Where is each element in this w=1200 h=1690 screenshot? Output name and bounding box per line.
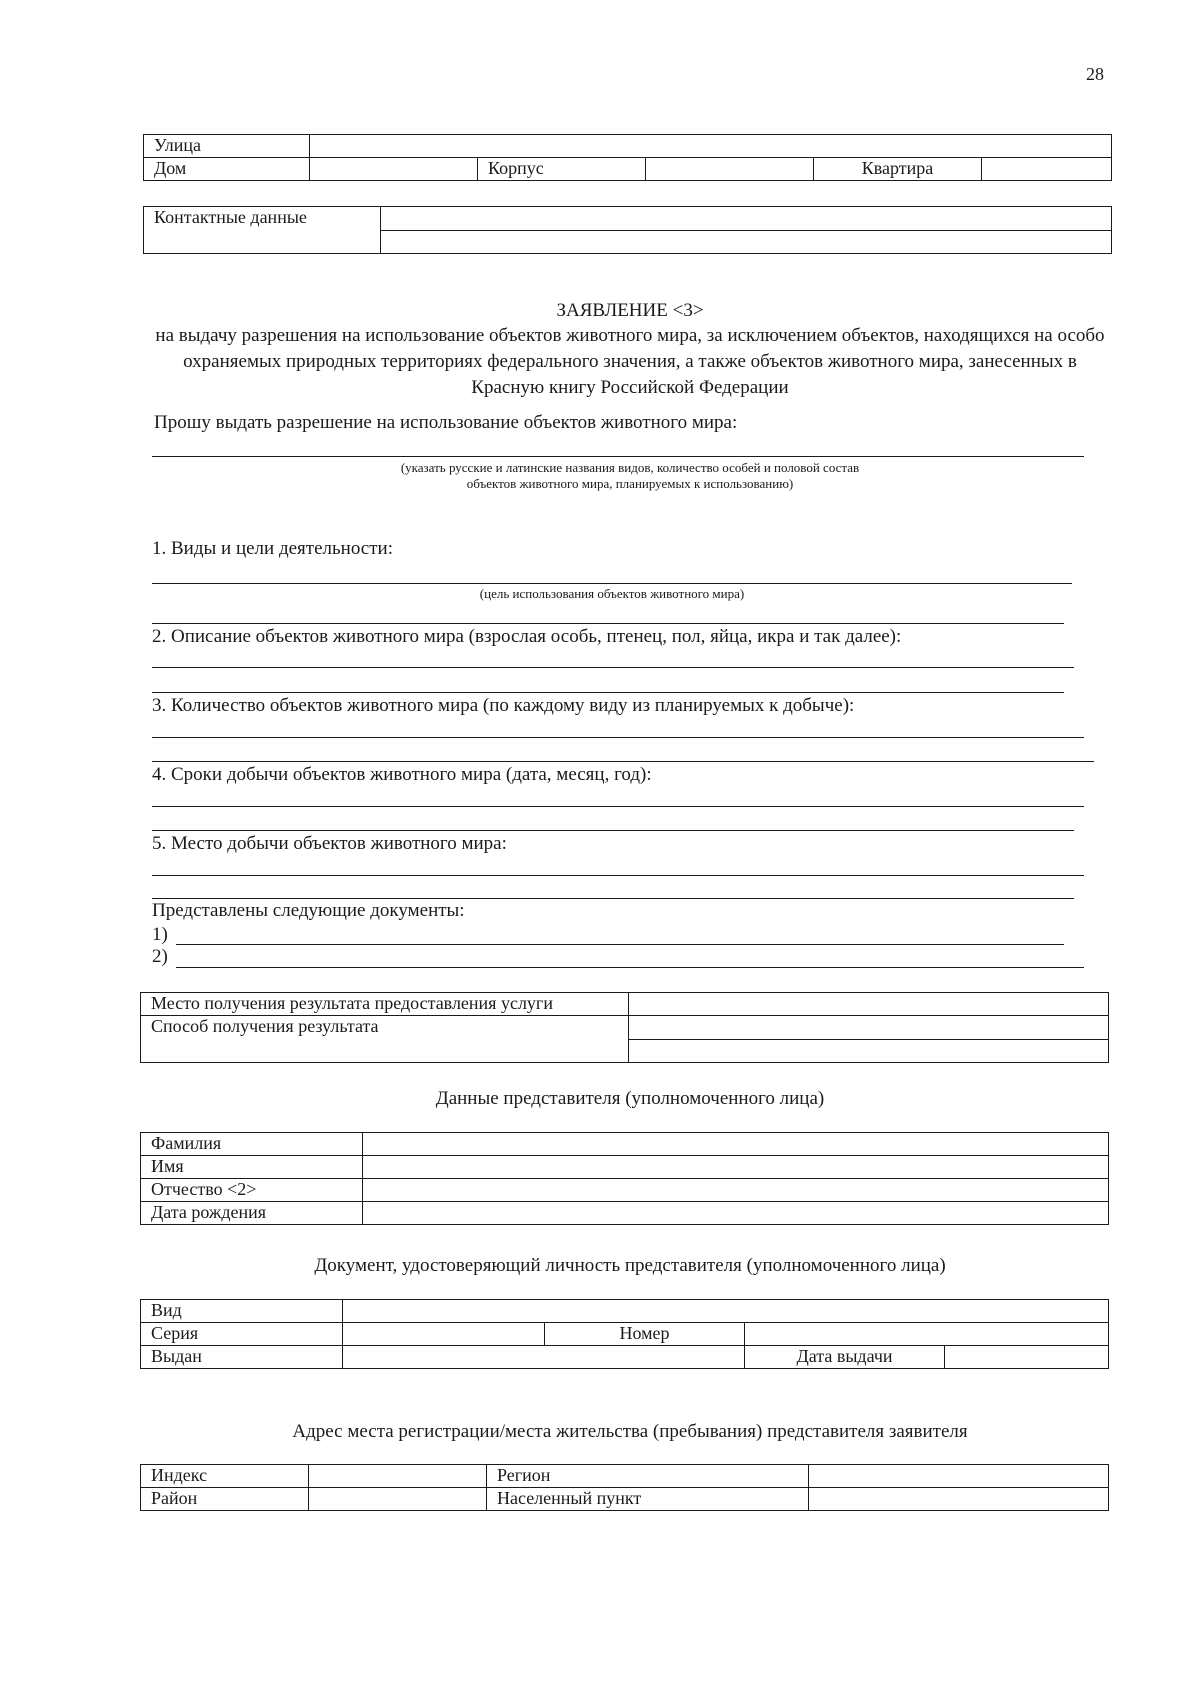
- description-label: 2. Описание объектов животного мира (взрослая особь, птенец, пол, яйца, икра и так далее):: [152, 626, 902, 647]
- doc-date-label: Дата выдачи: [745, 1346, 945, 1369]
- contact-table: [143, 206, 1112, 254]
- rep-address-table: [140, 1464, 1109, 1511]
- building-field[interactable]: [646, 158, 814, 181]
- building-label: Корпус: [478, 158, 646, 181]
- contact-label: Контактные данные: [144, 207, 381, 254]
- request-text: Прошу выдать разрешение на использование объектов животного мира:: [154, 412, 738, 433]
- street-label: Улица: [144, 135, 310, 158]
- district-field[interactable]: [309, 1488, 487, 1511]
- street-field[interactable]: [310, 135, 1112, 158]
- district-label: Район: [141, 1488, 309, 1511]
- statement-subheading: на выдачу разрешения на использование объектов животного мира, за исключением объектов, находящихся на особо охраняемых природных территориях федерального значения, а также объектов животного мира, занесенных в Красную книгу Российской Федерации: [155, 325, 1105, 398]
- activities-note: (цель использования объектов животного мира): [479, 586, 745, 601]
- birthdate-field[interactable]: [363, 1202, 1109, 1225]
- region-label: Регион: [487, 1465, 809, 1488]
- terms-label: 4. Сроки добычи объектов животного мира (дата, месяц, год):: [152, 764, 652, 785]
- doc-number-label: Номер: [545, 1323, 745, 1346]
- result-method-field-2[interactable]: [629, 1039, 1109, 1063]
- statement-heading: ЗАЯВЛЕНИЕ <3>: [556, 300, 704, 321]
- representative-heading: Данные представителя (уполномоченного лица): [435, 1088, 825, 1109]
- doc-number-field[interactable]: [745, 1323, 1109, 1346]
- index-field[interactable]: [309, 1465, 487, 1488]
- doc-date-field[interactable]: [945, 1346, 1109, 1369]
- contact-field-1[interactable]: [381, 207, 1112, 231]
- result-place-field[interactable]: [629, 993, 1109, 1016]
- quantity-label: 3. Количество объектов животного мира (по каждому виду из планируемых к добыче):: [152, 695, 855, 716]
- representative-table: [140, 1132, 1109, 1225]
- document-item-1-label: 1): [152, 924, 168, 945]
- region-field[interactable]: [809, 1465, 1109, 1488]
- birthdate-label: Дата рождения: [141, 1202, 363, 1225]
- doc-issued-field[interactable]: [343, 1346, 745, 1369]
- name-label: Имя: [141, 1156, 363, 1179]
- address-table: [143, 134, 1112, 181]
- description-line-2[interactable]: [152, 692, 1064, 693]
- doc-issued-label: Выдан: [141, 1346, 343, 1369]
- doc-series-label: Серия: [141, 1323, 343, 1346]
- document-item-2-label: 2): [152, 946, 168, 967]
- quantity-line-1[interactable]: [152, 737, 1084, 738]
- rep-document-table: [140, 1299, 1109, 1369]
- request-line[interactable]: [152, 456, 1084, 457]
- index-label: Индекс: [141, 1465, 309, 1488]
- place-label: 5. Место добычи объектов животного мира:: [152, 833, 507, 854]
- rep-document-heading: Документ, удостоверяющий личность представителя (уполномоченного лица): [314, 1255, 946, 1276]
- house-field[interactable]: [310, 158, 478, 181]
- activities-line[interactable]: [152, 583, 1072, 584]
- page-number: 28: [1086, 64, 1104, 84]
- place-line-1[interactable]: [152, 875, 1084, 876]
- document-item-2-line[interactable]: [176, 967, 1084, 968]
- contact-field-2[interactable]: [381, 230, 1112, 254]
- quantity-line-2[interactable]: [152, 761, 1094, 762]
- patronymic-field[interactable]: [363, 1179, 1109, 1202]
- result-method-field-1[interactable]: [629, 1016, 1109, 1040]
- name-field[interactable]: [363, 1156, 1109, 1179]
- house-label: Дом: [144, 158, 310, 181]
- locality-label: Населенный пункт: [487, 1488, 809, 1511]
- apartment-label: Квартира: [814, 158, 982, 181]
- surname-label: Фамилия: [141, 1133, 363, 1156]
- doc-type-field[interactable]: [343, 1300, 1109, 1323]
- rep-address-heading: Адрес места регистрации/места жительства (пребывания) представителя заявителя: [292, 1421, 968, 1442]
- place-line-2[interactable]: [152, 898, 1074, 899]
- documents-heading: Представлены следующие документы:: [152, 900, 465, 921]
- activities-line-2[interactable]: [152, 623, 1064, 624]
- description-line-1[interactable]: [152, 667, 1074, 668]
- document-item-1-line[interactable]: [176, 944, 1064, 945]
- doc-type-label: Вид: [141, 1300, 343, 1323]
- doc-series-field[interactable]: [343, 1323, 545, 1346]
- result-method-label: Способ получения результата: [141, 1016, 629, 1063]
- activities-label: 1. Виды и цели деятельности:: [152, 538, 393, 559]
- terms-line-2[interactable]: [152, 830, 1074, 831]
- patronymic-label: Отчество <2>: [141, 1179, 363, 1202]
- request-note: (указать русские и латинские названия видов, количество особей и половой состав объектов животного мира, планируемых к использованию): [400, 460, 860, 491]
- result-place-label: Место получения результата предоставления услуги: [141, 993, 629, 1016]
- terms-line-1[interactable]: [152, 806, 1084, 807]
- surname-field[interactable]: [363, 1133, 1109, 1156]
- locality-field[interactable]: [809, 1488, 1109, 1511]
- result-table: [140, 992, 1109, 1063]
- apartment-field[interactable]: [982, 158, 1112, 181]
